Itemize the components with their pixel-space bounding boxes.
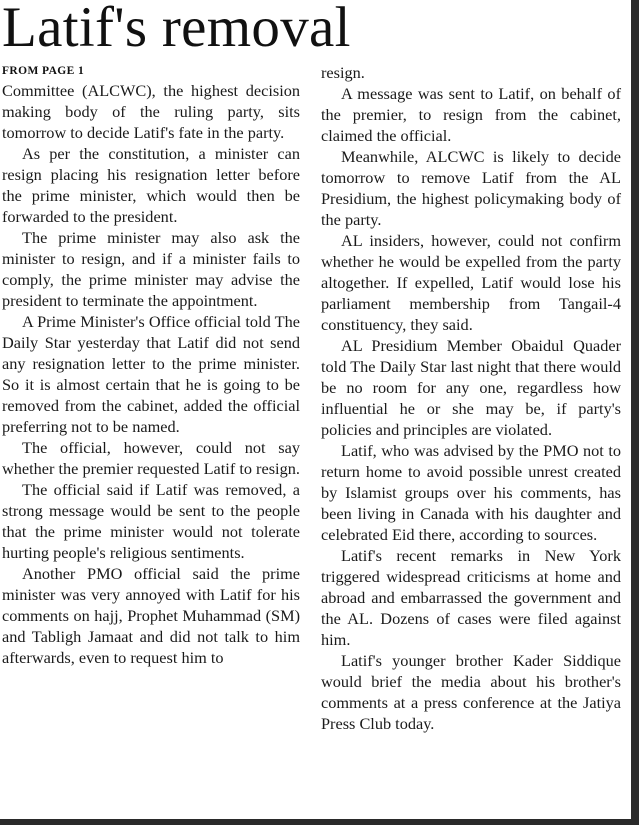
article-column-left <box>2 80 300 668</box>
paragraph: The official, however, could not say whether the premier requested Latif to resign. <box>2 438 300 478</box>
paragraph: Committee (ALCWC), the highest decision making body of the ruling party, sits tomorrow to decide Latif's fate in the party. <box>2 81 300 142</box>
paragraph: A message was sent to Latif, on behalf of the premier, to resign from the cabinet, claimed the official. <box>321 84 621 145</box>
paragraph: Latif, who was advised by the PMO not to return home to avoid possible unrest created by Islamist groups over his comments, has been living in Canada with his daughter and celebrated Eid there, according to sources. <box>321 441 621 544</box>
paragraph: Another PMO official said the prime minister was very annoyed with Latif for his comments on hajj, Prophet Muhammad (SM) and Tabligh Jamaat and did not talk to him afterwards, even to request him to <box>2 564 300 667</box>
paragraph: The official said if Latif was removed, a strong message would be sent to the people that the prime minister would not tolerate hurting people's religious sentiments. <box>2 480 300 562</box>
paragraph: Latif's recent remarks in New York triggered widespread criticisms at home and abroad and embarrassed the government and the AL. Dozens of cases were filed against him. <box>321 546 621 649</box>
paragraph: resign. <box>321 63 365 82</box>
paragraph: Latif's younger brother Kader Siddique would brief the media about his brother's comments at a press conference at the Jatiya Press Club today. <box>321 651 621 733</box>
paragraph: A Prime Minister's Office official told The Daily Star yesterday that Latif did not send any resignation letter to the prime minister. So it is almost certain that he is going to be removed from the cabinet, added the official preferring not to be named. <box>2 312 300 436</box>
paragraph: AL insiders, however, could not confirm whether he would be expelled from the party altogether. If expelled, Latif would lose his parliament membership from Tangail-4 constituency, they said. <box>321 231 621 334</box>
paragraph: Meanwhile, ALCWC is likely to decide tomorrow to remove Latif from the AL Presidium, the highest policymaking body of the party. <box>321 147 621 229</box>
paragraph: AL Presidium Member Obaidul Quader told The Daily Star last night that there would be no room for any one, regardless how influential he or she may be, if party's policies and principles are violated. <box>321 336 621 439</box>
article-column-right <box>321 62 621 734</box>
page-border-bottom <box>0 819 639 825</box>
paragraph: The prime minister may also ask the minister to resign, and if a minister fails to comply, the prime minister may advise the president to terminate the appointment. <box>2 228 300 310</box>
continued-from-label: FROM PAGE 1 <box>2 65 85 77</box>
page-border-right <box>631 0 639 825</box>
headline: Latif's removal <box>2 0 351 59</box>
paragraph: As per the constitution, a minister can resign placing his resignation letter before the prime minister, which would then be forwarded to the president. <box>2 144 300 226</box>
